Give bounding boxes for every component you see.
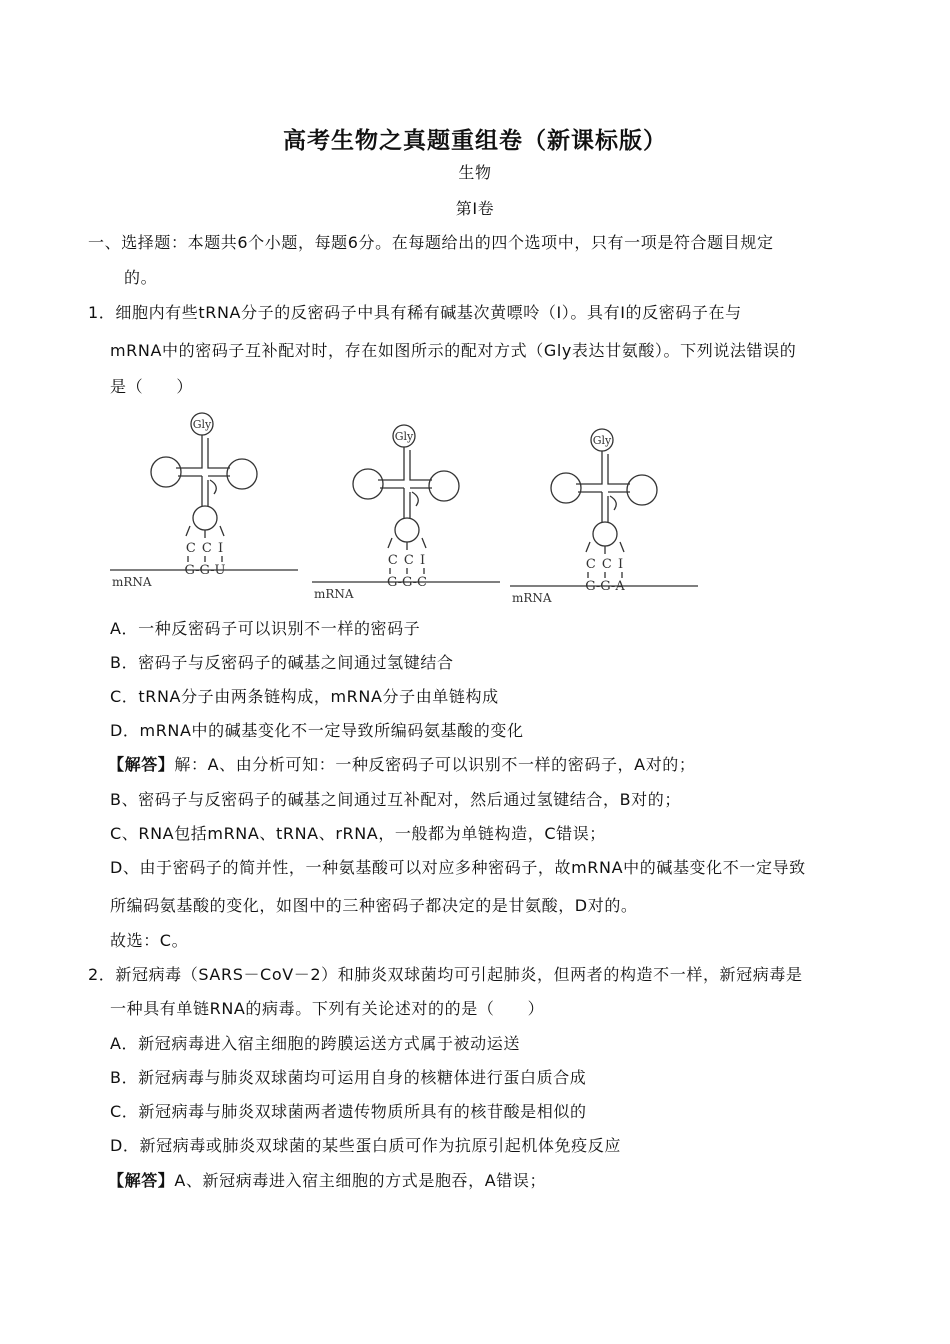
- trna-arms: [176, 456, 230, 476]
- codon-label: G-G-C: [387, 575, 427, 590]
- trna-pairing-diagram: [108, 408, 708, 605]
- q1-answer-c: C、RNA包括mRNA、tRNA、rRNA，一般都为单链构造，C错误；: [110, 824, 606, 843]
- anticodon-label: C C I: [387, 553, 427, 568]
- mrna-label: mRNA: [512, 591, 552, 605]
- d-loop: [551, 473, 581, 503]
- anticodon-ticks: [186, 526, 224, 538]
- section-heading-cont: 的。: [124, 268, 158, 287]
- pairing-ticks: [188, 556, 222, 562]
- anticodon-loop: [395, 518, 419, 542]
- q1-stem-line2: mRNA中的密码子互补配对时，存在如图所示的配对方式（Gly表达甘氨酸）。下列说法错误的: [110, 341, 797, 360]
- subject-label: 生物: [458, 163, 492, 182]
- amino-acid-label: Gly: [192, 418, 212, 431]
- q1-choice: 故选：C。: [110, 931, 189, 950]
- trna-unit-2: [312, 425, 500, 601]
- anticodon-ticks: [586, 542, 624, 554]
- trna-arms: [378, 468, 432, 488]
- t-loop: [429, 471, 459, 501]
- codon-label: G-G-A: [585, 579, 625, 594]
- q1-answer-a: [108, 754, 696, 776]
- anticodon-ticks: [388, 538, 426, 550]
- q1-answer-d1: D、由于密码子的简并性，一种氨基酸可以对应多种密码子，故mRNA中的碱基变化不一定导致: [110, 858, 806, 877]
- trna-unit-1: [110, 413, 298, 589]
- page-title: 高考生物之真题重组卷（新课标版）: [283, 127, 667, 154]
- mrna-label: mRNA: [112, 575, 152, 589]
- q1-option-a: A．一种反密码子可以识别不一样的密码子: [110, 619, 421, 638]
- trna-unit-3: [510, 429, 698, 605]
- t-loop: [227, 459, 257, 489]
- anticodon-stem: [602, 492, 608, 522]
- q2-option-d: D．新冠病毒或肺炎双球菌的某些蛋白质可作为抗原引起机体免疫反应: [110, 1136, 621, 1155]
- variable-loop: [610, 496, 616, 510]
- q2-stem-line1: 2．新冠病毒（SARS－CoV－2）和肺炎双球菌均可引起肺炎，但两者的构造不一样，新冠病毒是: [88, 965, 803, 984]
- d-loop: [151, 457, 181, 487]
- variable-loop: [210, 480, 216, 494]
- codon-label: G-G-U: [184, 563, 226, 578]
- q2-option-b: B．新冠病毒与肺炎双球菌均可运用自身的核糖体进行蛋白质合成: [110, 1068, 587, 1087]
- answer-text: 解：A、由分析可知：一种反密码子可以识别不一样的密码子，A对的；: [174, 755, 696, 774]
- anticodon-loop: [193, 506, 217, 530]
- q1-option-b: B．密码子与反密码子的碱基之间通过氢键结合: [110, 653, 454, 672]
- section-heading: 一、选择题：本题共6个小题，每题6分。在每题给出的四个选项中，只有一项是符合题目规定: [88, 233, 774, 252]
- d-loop: [353, 469, 383, 499]
- q1-stem-line1: 1．细胞内有些tRNA分子的反密码子中具有稀有碱基次黄嘌呤（I）。具有I的反密码子在与: [88, 303, 742, 322]
- answer-text: A、新冠病毒进入宿主细胞的方式是胞吞，A错误；: [174, 1171, 547, 1190]
- amino-acid-label: Gly: [592, 434, 612, 447]
- pairing-ticks: [390, 568, 424, 574]
- q2-stem-line2: 一种具有单链RNA的病毒。下列有关论述对的的是（ ）: [110, 999, 545, 1018]
- anticodon-label: C C I: [185, 541, 225, 556]
- q1-stem-line3: 是（ ）: [110, 377, 194, 396]
- q1-answer-b: B、密码子与反密码子的碱基之间通过互补配对，然后通过氢键结合，B对的；: [110, 790, 681, 809]
- anticodon-stem: [202, 476, 208, 506]
- q1-answer-d2: 所编码氨基酸的变化，如图中的三种密码子都决定的是甘氨酸，D对的。: [110, 896, 638, 915]
- mrna-label: mRNA: [314, 587, 354, 601]
- anticodon-stem: [404, 488, 410, 518]
- anticodon-loop: [593, 522, 617, 546]
- q1-option-d: D．mRNA中的碱基变化不一定导致所编码氨基酸的变化: [110, 721, 524, 740]
- pairing-ticks: [588, 572, 622, 578]
- q2-option-a: A．新冠病毒进入宿主细胞的跨膜运送方式属于被动运送: [110, 1034, 520, 1053]
- q2-answer-a: [108, 1170, 546, 1192]
- q1-option-c: C．tRNA分子由两条链构成，mRNA分子由单链构成: [110, 687, 499, 706]
- anticodon-label: C C I: [585, 557, 625, 572]
- answer-tag: 【解答】: [108, 1171, 175, 1190]
- t-loop: [627, 475, 657, 505]
- q2-option-c: C．新冠病毒与肺炎双球菌两者遗传物质所具有的核苷酸是相似的: [110, 1102, 587, 1121]
- amino-acid-label: Gly: [394, 430, 414, 443]
- answer-tag: 【解答】: [108, 755, 175, 774]
- volume-label: 第Ⅰ卷: [455, 199, 495, 218]
- trna-arms: [576, 472, 630, 492]
- variable-loop: [412, 492, 418, 506]
